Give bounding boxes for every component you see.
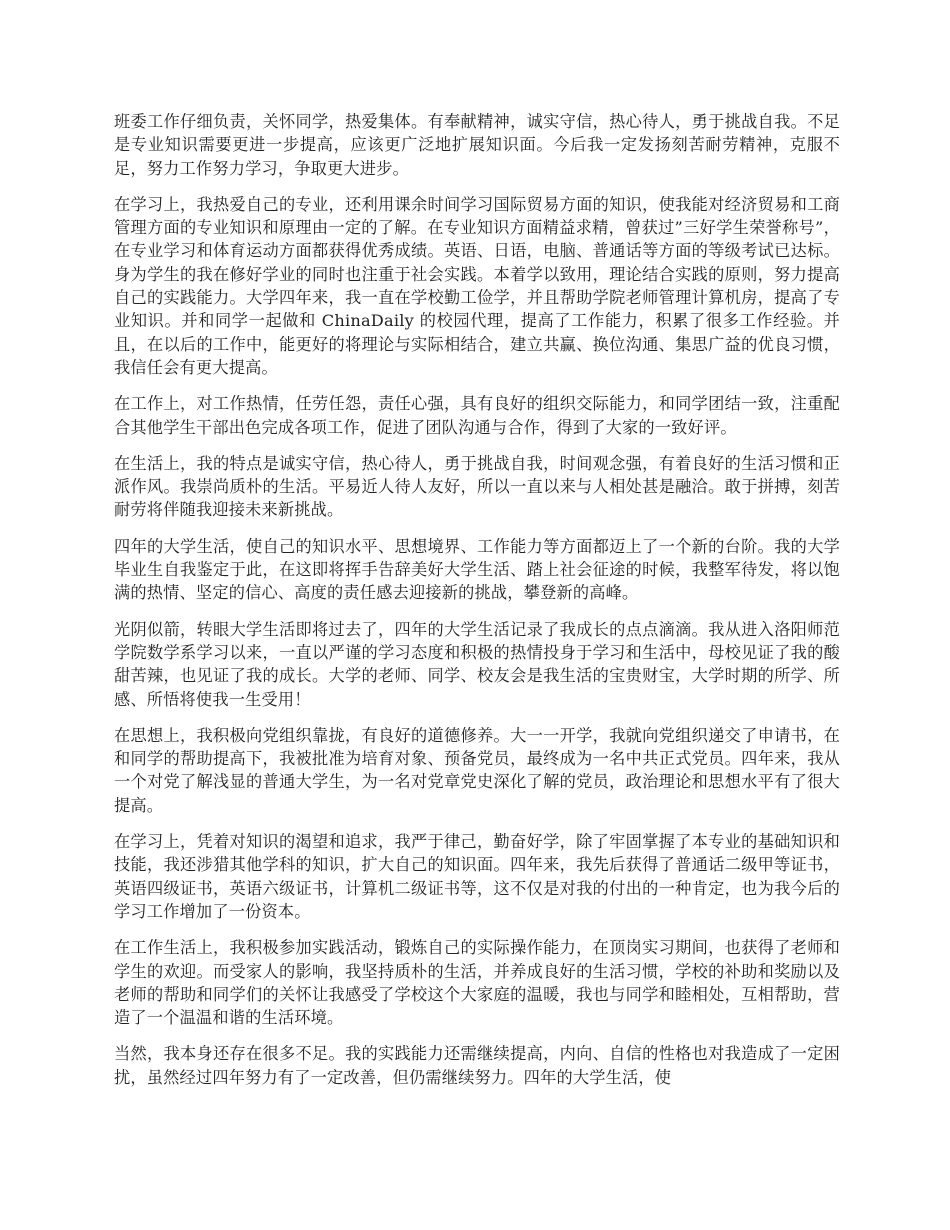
paragraph: 在学习上，凭着对知识的渴望和追求，我严于律己，勤奋好学，除了牢固掌握了本专业的基础知识和技能，我还涉猎其他学科的知识，扩大自己的知识面。四年来，我先后获得了普通话二级甲等证书，英语四级证书，英语六级证书，计算机二级证书等，这不仅是对我的付出的一种肯定，也为我今后的学习工作增加了一份资本。: [114, 832, 840, 921]
paragraph: 在工作生活上，我积极参加实践活动，锻炼自己的实际操作能力，在顶岗实习期间，也获得了老师和学生的欢迎。而受家人的影响，我坚持质朴的生活，并养成良好的生活习惯，学校的补助和奖励以及老师的帮助和同学们的关怀让我感受了学校这个大家庭的温暖，我也与同学和睦相处，互相帮助，营造了一个温温和谐的生活环境。: [114, 938, 840, 1028]
paragraph: 在工作上，对工作热情，任劳任怨，责任心强，具有良好的组织交际能力，和同学团结一致，注重配合其他学生干部出色完成各项工作，促进了团队沟通与合作，得到了大家的一致好评。: [114, 394, 840, 437]
paragraph: 在生活上，我的特点是诚实守信，热心待人，勇于挑战自我，时间观念强，有着良好的生活习惯和正派作风。我崇尚质朴的生活。平易近人待人友好，所以一直以来与人相处甚是融洽。敢于拼搏，刻苦耐劳将伴随我迎接未来新挑战。: [114, 453, 840, 520]
paragraph: 四年的大学生活，使自己的知识水平、思想境界、工作能力等方面都迈上了一个新的台阶。我的大学毕业生自我鉴定于此，在这即将挥手告辞美好大学生活、踏上社会征途的时候，我整军待发，将以饱满的热情、坚定的信心、高度的责任感去迎接新的挑战，攀登新的高峰。: [114, 536, 840, 603]
paragraph: 当然，我本身还存在很多不足。我的实践能力还需继续提高，内向、自信的性格也对我造成了一定困扰，虽然经过四年努力有了一定改善，但仍需继续努力。四年的大学生活，使: [114, 1044, 840, 1087]
paragraph: 在思想上，我积极向党组织靠拢，有良好的道德修养。大一一开学，我就向党组织递交了申请书，在和同学的帮助提高下，我被批准为培育对象、预备党员，最终成为一名中共正式党员。四年来，我从一个对党了解浅显的普通大学生，为一名对党章党史深化了解的党员，政治理论和思想水平有了很大提高。: [114, 725, 840, 815]
document-body: [114, 110, 840, 1102]
paragraph: 班委工作仔细负责，关怀同学，热爱集体。有奉献精神，诚实守信，热心待人，勇于挑战自我。不足是专业知识需要更进一步提高，应该更广泛地扩展知识面。今后我一定发扬刻苦耐劳精神，克服不足，努力工作努力学习，争取更大进步。: [114, 112, 840, 178]
paragraph: 光阴似箭，转眼大学生活即将过去了，四年的大学生活记录了我成长的点点滴滴。我从进入洛阳师范学院数学系学习以来，一直以严谨的学习态度和积极的热情投身于学习和生活中，母校见证了我的酸甜苦辣，也见证了我的成长。大学的老师、同学、校友会是我生活的宝贵财宝，大学时期的所学、所感、所悟将使我一生受用！: [114, 619, 840, 709]
paragraph: 在学习上，我热爱自己的专业，还利用课余时间学习国际贸易方面的知识，使我能对经济贸易和工商管理方面的专业知识和原理由一定的了解。在专业知识方面精益求精，曾获过”三好学生荣誉称号”，在专业学习和体育运动方面都获得优秀成绩。英语、日语，电脑、普通话等方面的等级考试已达标。身为学生的我在修好学业的同时也注重于社会实践。本着学以致用，理论结合实践的原则，努力提高自己的实践能力。大学四年来，我一直在学校勤工俭学，并且帮助学院老师管理计算机房，提高了专业知识。并和同学一起做和 ChinaDaily 的校园代理，提高了工作能力，积累了很多工作经验。并且，在以后的工作中，能更好的将理论与实际相结合，建立共赢、换位沟通、集思广益的优良习惯，我信任会有更大提高。: [114, 194, 840, 377]
